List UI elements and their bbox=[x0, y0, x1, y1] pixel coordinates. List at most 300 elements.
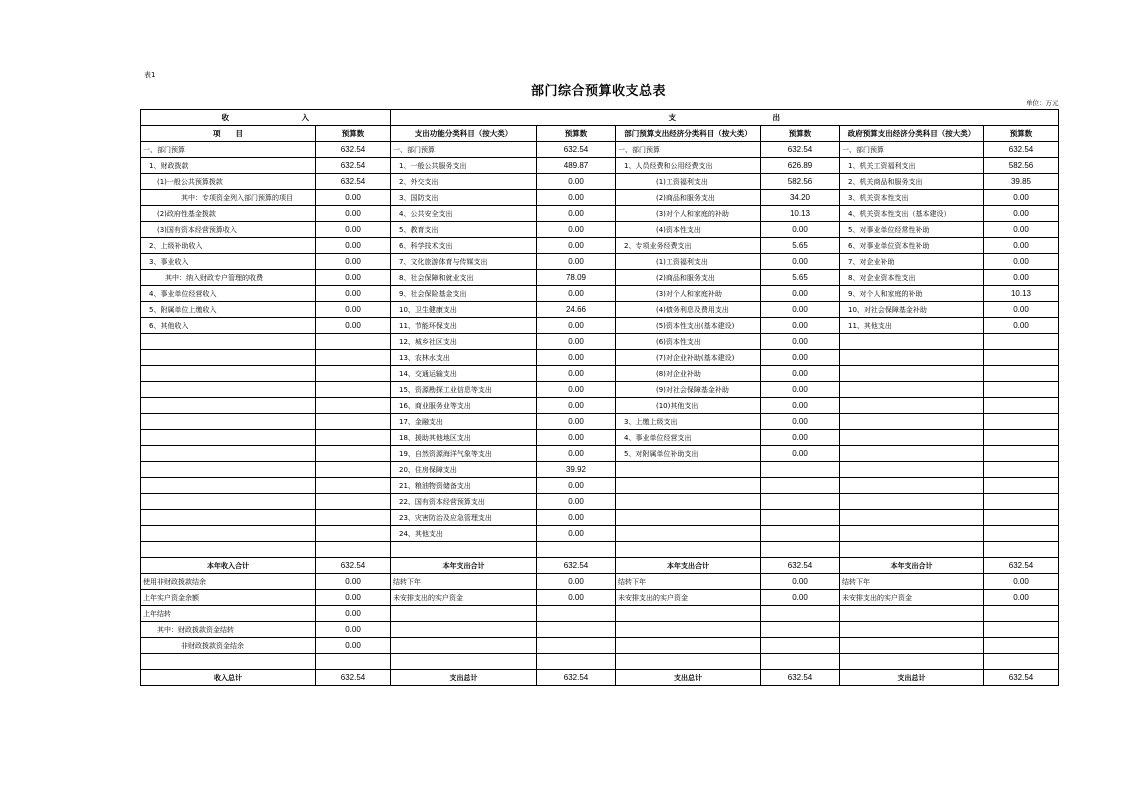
item-label-cell: (3)对个人和家庭的补助 bbox=[616, 206, 761, 222]
budget-amount-cell bbox=[984, 542, 1059, 558]
item-label-cell: 5、教育支出 bbox=[391, 222, 537, 238]
budget-amount-cell bbox=[761, 462, 840, 478]
item-label-cell bbox=[616, 654, 761, 670]
budget-amount-cell: 34.20 bbox=[761, 190, 840, 206]
item-label-cell bbox=[840, 510, 984, 526]
item-label-cell bbox=[840, 446, 984, 462]
budget-amount-cell: 0.00 bbox=[984, 238, 1059, 254]
budget-amount-cell: 582.56 bbox=[761, 174, 840, 190]
table-row bbox=[141, 174, 1059, 190]
budget-amount-cell bbox=[537, 542, 616, 558]
item-label-cell bbox=[840, 414, 984, 430]
budget-amount-cell: 0.00 bbox=[537, 526, 616, 542]
budget-amount-cell bbox=[984, 366, 1059, 382]
budget-amount-cell: 0.00 bbox=[761, 574, 840, 590]
item-label-cell bbox=[391, 542, 537, 558]
item-label-cell: 3、事业收入 bbox=[141, 254, 316, 270]
budget-amount-cell: 0.00 bbox=[537, 318, 616, 334]
budget-amount-cell: 0.00 bbox=[761, 334, 840, 350]
item-label-cell: 19、自然资源海洋气象等支出 bbox=[391, 446, 537, 462]
budget-amount-cell bbox=[984, 446, 1059, 462]
table-row bbox=[141, 494, 1059, 510]
budget-amount-cell: 632.54 bbox=[316, 670, 391, 686]
budget-amount-cell: 0.00 bbox=[316, 222, 391, 238]
budget-amount-cell: 0.00 bbox=[537, 366, 616, 382]
item-label-cell bbox=[141, 398, 316, 414]
item-label-cell: 22、国有资本经营预算支出 bbox=[391, 494, 537, 510]
table-row bbox=[141, 526, 1059, 542]
budget-amount-cell bbox=[537, 638, 616, 654]
item-label-cell: (2)商品和服务支出 bbox=[616, 270, 761, 286]
budget-amount-cell: 0.00 bbox=[761, 254, 840, 270]
budget-amount-cell: 78.09 bbox=[537, 270, 616, 286]
item-label-cell: 本年支出合计 bbox=[840, 558, 984, 574]
budget-amount-cell: 0.00 bbox=[316, 606, 391, 622]
budget-amount-cell: 0.00 bbox=[316, 590, 391, 606]
table-row bbox=[141, 350, 1059, 366]
budget-amount-cell: 0.00 bbox=[984, 270, 1059, 286]
item-label-cell: 5、对附属单位补助支出 bbox=[616, 446, 761, 462]
item-label-cell: 14、交通运输支出 bbox=[391, 366, 537, 382]
budget-amount-cell: 489.87 bbox=[537, 158, 616, 174]
item-label-cell bbox=[141, 382, 316, 398]
budget-amount-cell: 10.13 bbox=[761, 206, 840, 222]
item-label-cell bbox=[616, 526, 761, 542]
item-label-cell: 4、事业单位经营收入 bbox=[141, 286, 316, 302]
item-label-cell: (2)商品和服务支出 bbox=[616, 190, 761, 206]
item-label-cell: 一、部门预算 bbox=[616, 142, 761, 158]
table-row bbox=[141, 654, 1059, 670]
table-row bbox=[141, 222, 1059, 238]
item-label-cell: 7、文化旅游体育与传媒支出 bbox=[391, 254, 537, 270]
item-label-cell bbox=[840, 526, 984, 542]
item-label-cell: 8、社会保障和就业支出 bbox=[391, 270, 537, 286]
item-label-cell bbox=[840, 430, 984, 446]
item-label-cell: (3)对个人和家庭补助 bbox=[616, 286, 761, 302]
table-row bbox=[141, 542, 1059, 558]
item-label-cell: 6、对事业单位资本性补助 bbox=[840, 238, 984, 254]
item-label-cell bbox=[141, 510, 316, 526]
item-label-cell: 未安排支出的实户资金 bbox=[616, 590, 761, 606]
budget-amount-cell: 0.00 bbox=[984, 590, 1059, 606]
item-label-cell: (4)债务利息及费用支出 bbox=[616, 302, 761, 318]
item-label-cell: 8、对企业资本性支出 bbox=[840, 270, 984, 286]
item-label-cell: 6、科学技术支出 bbox=[391, 238, 537, 254]
item-label-cell: 7、对企业补助 bbox=[840, 254, 984, 270]
item-label-cell: (7)对企业补助(基本建设) bbox=[616, 350, 761, 366]
item-label-cell: 9、对个人和家庭的补助 bbox=[840, 286, 984, 302]
table-row bbox=[141, 638, 1059, 654]
budget-amount-cell bbox=[316, 510, 391, 526]
item-label-cell: 5、附属单位上缴收入 bbox=[141, 302, 316, 318]
budget-amount-cell: 632.54 bbox=[537, 142, 616, 158]
item-label-cell: 18、援助其他地区支出 bbox=[391, 430, 537, 446]
budget-amount-cell: 0.00 bbox=[761, 302, 840, 318]
item-label-cell bbox=[616, 606, 761, 622]
budget-amount-cell: 0.00 bbox=[761, 398, 840, 414]
item-label-cell bbox=[840, 542, 984, 558]
budget-amount-cell: 632.54 bbox=[984, 558, 1059, 574]
item-label-cell: 1、机关工资福利支出 bbox=[840, 158, 984, 174]
budget-amount-cell: 0.00 bbox=[761, 382, 840, 398]
item-label-cell: 2、专项业务经费支出 bbox=[616, 238, 761, 254]
page-title: 部门综合预算收支总表 bbox=[530, 84, 666, 99]
budget-amount-cell bbox=[984, 414, 1059, 430]
budget-amount-cell bbox=[537, 622, 616, 638]
item-label-cell: 24、其他支出 bbox=[391, 526, 537, 542]
item-label-cell bbox=[616, 478, 761, 494]
budget-amount-cell bbox=[761, 510, 840, 526]
item-label-cell bbox=[141, 446, 316, 462]
budget-amount-cell bbox=[316, 350, 391, 366]
item-label-cell: 2、上级补助收入 bbox=[141, 238, 316, 254]
budget-amount-cell: 0.00 bbox=[316, 302, 391, 318]
budget-amount-cell: 0.00 bbox=[761, 414, 840, 430]
budget-amount-cell: 5.65 bbox=[761, 270, 840, 286]
total-row bbox=[141, 558, 1059, 574]
budget-amount-cell: 632.54 bbox=[537, 670, 616, 686]
table-row bbox=[141, 286, 1059, 302]
budget-amount-cell: 0.00 bbox=[537, 494, 616, 510]
item-label-cell: (9)对社会保障基金补助 bbox=[616, 382, 761, 398]
item-label-cell: (4)资本性支出 bbox=[616, 222, 761, 238]
item-label-cell bbox=[141, 366, 316, 382]
budget-amount-cell: 0.00 bbox=[537, 206, 616, 222]
item-label-cell bbox=[840, 478, 984, 494]
table-row bbox=[141, 510, 1059, 526]
budget-amount-cell: 0.00 bbox=[537, 254, 616, 270]
budget-amount-cell: 0.00 bbox=[316, 190, 391, 206]
table-row bbox=[141, 270, 1059, 286]
expense-section-header: 支 出 bbox=[391, 110, 1059, 126]
budget-amount-cell: 0.00 bbox=[316, 206, 391, 222]
budget-amount-cell bbox=[984, 334, 1059, 350]
budget-amount-cell bbox=[984, 526, 1059, 542]
item-label-cell: 1、一般公共服务支出 bbox=[391, 158, 537, 174]
item-label-cell bbox=[391, 606, 537, 622]
item-label-cell: 未安排支出的实户资金 bbox=[840, 590, 984, 606]
column-header: 预算数 bbox=[984, 126, 1059, 142]
item-label-cell: 4、事业单位经营支出 bbox=[616, 430, 761, 446]
budget-amount-cell: 0.00 bbox=[984, 574, 1059, 590]
item-label-cell: 未安排支出的实户资金 bbox=[391, 590, 537, 606]
budget-amount-cell: 0.00 bbox=[316, 286, 391, 302]
item-label-cell: (3)国有资本经营预算收入 bbox=[141, 222, 316, 238]
item-label-cell bbox=[141, 350, 316, 366]
budget-amount-cell: 10.13 bbox=[984, 286, 1059, 302]
budget-amount-cell bbox=[984, 430, 1059, 446]
item-label-cell bbox=[840, 622, 984, 638]
item-label-cell bbox=[616, 462, 761, 478]
budget-amount-cell: 0.00 bbox=[537, 190, 616, 206]
budget-amount-cell: 0.00 bbox=[316, 254, 391, 270]
budget-amount-cell: 632.54 bbox=[537, 558, 616, 574]
column-header: 预算数 bbox=[761, 126, 840, 142]
item-label-cell: 16、商业服务业等支出 bbox=[391, 398, 537, 414]
budget-amount-cell: 632.54 bbox=[984, 142, 1059, 158]
budget-amount-cell: 0.00 bbox=[537, 286, 616, 302]
item-label-cell: (2)政府性基金拨款 bbox=[141, 206, 316, 222]
table-row bbox=[141, 238, 1059, 254]
item-label-cell: 10、卫生健康支出 bbox=[391, 302, 537, 318]
item-label-cell bbox=[391, 654, 537, 670]
item-label-cell: 使用非财政拨款结余 bbox=[141, 574, 316, 590]
income-section-header: 收 入 bbox=[141, 110, 391, 126]
item-label-cell: 10、对社会保障基金补助 bbox=[840, 302, 984, 318]
table-row bbox=[141, 622, 1059, 638]
item-label-cell: 21、粮油物资储备支出 bbox=[391, 478, 537, 494]
budget-amount-cell: 0.00 bbox=[984, 222, 1059, 238]
budget-amount-cell bbox=[316, 414, 391, 430]
item-label-cell bbox=[141, 494, 316, 510]
table-row bbox=[141, 414, 1059, 430]
table-row bbox=[141, 142, 1059, 158]
item-label-cell bbox=[141, 334, 316, 350]
item-label-cell: 结转下年 bbox=[616, 574, 761, 590]
column-header-row bbox=[141, 126, 1059, 142]
budget-amount-cell bbox=[316, 654, 391, 670]
item-label-cell bbox=[840, 366, 984, 382]
item-label-cell: 17、金融支出 bbox=[391, 414, 537, 430]
item-label-cell: 2、外交支出 bbox=[391, 174, 537, 190]
budget-amount-cell bbox=[984, 622, 1059, 638]
table-row bbox=[141, 206, 1059, 222]
budget-amount-cell bbox=[984, 398, 1059, 414]
table-row bbox=[141, 574, 1059, 590]
budget-amount-cell: 632.54 bbox=[316, 558, 391, 574]
budget-amount-cell: 0.00 bbox=[316, 574, 391, 590]
item-label-cell: 上年实户资金余额 bbox=[141, 590, 316, 606]
budget-amount-cell bbox=[984, 654, 1059, 670]
item-label-cell: (5)资本性支出(基本建设) bbox=[616, 318, 761, 334]
budget-amount-cell: 0.00 bbox=[761, 222, 840, 238]
section-header-row bbox=[141, 110, 1059, 126]
budget-amount-cell bbox=[761, 606, 840, 622]
item-label-cell: 一、部门预算 bbox=[391, 142, 537, 158]
table-row bbox=[141, 606, 1059, 622]
table-row bbox=[141, 302, 1059, 318]
item-label-cell bbox=[616, 494, 761, 510]
table-row bbox=[141, 190, 1059, 206]
budget-amount-cell: 632.54 bbox=[316, 158, 391, 174]
item-label-cell bbox=[616, 542, 761, 558]
item-label-cell: (6)资本性支出 bbox=[616, 334, 761, 350]
item-label-cell: 本年收入合计 bbox=[141, 558, 316, 574]
item-label-cell: 2、机关商品和服务支出 bbox=[840, 174, 984, 190]
budget-amount-cell: 0.00 bbox=[984, 318, 1059, 334]
item-label-cell: 1、财政拨款 bbox=[141, 158, 316, 174]
budget-amount-cell bbox=[761, 622, 840, 638]
budget-amount-cell bbox=[316, 542, 391, 558]
column-header: 项 目 bbox=[141, 126, 316, 142]
item-label-cell: 其中：专项资金列入部门预算的项目 bbox=[141, 190, 316, 206]
item-label-cell bbox=[840, 334, 984, 350]
item-label-cell: 支出总计 bbox=[391, 670, 537, 686]
item-label-cell: (8)对企业补助 bbox=[616, 366, 761, 382]
budget-amount-cell: 632.54 bbox=[316, 142, 391, 158]
item-label-cell bbox=[616, 510, 761, 526]
item-label-cell: 5、对事业单位经常性补助 bbox=[840, 222, 984, 238]
item-label-cell bbox=[840, 494, 984, 510]
budget-amount-cell bbox=[761, 654, 840, 670]
item-label-cell bbox=[840, 382, 984, 398]
budget-amount-cell bbox=[984, 510, 1059, 526]
budget-amount-cell bbox=[316, 526, 391, 542]
budget-amount-cell bbox=[316, 478, 391, 494]
budget-amount-cell bbox=[537, 654, 616, 670]
table-row bbox=[141, 254, 1059, 270]
item-label-cell: 本年支出合计 bbox=[391, 558, 537, 574]
budget-amount-cell: 0.00 bbox=[761, 318, 840, 334]
budget-amount-cell bbox=[984, 606, 1059, 622]
budget-amount-cell: 0.00 bbox=[761, 366, 840, 382]
item-label-cell: 4、机关资本性支出（基本建设） bbox=[840, 206, 984, 222]
item-label-cell: 13、农林水支出 bbox=[391, 350, 537, 366]
budget-amount-cell: 632.54 bbox=[316, 174, 391, 190]
budget-amount-cell: 0.00 bbox=[316, 270, 391, 286]
budget-amount-cell: 632.54 bbox=[984, 670, 1059, 686]
item-label-cell bbox=[840, 398, 984, 414]
budget-amount-cell: 0.00 bbox=[316, 238, 391, 254]
budget-amount-cell: 0.00 bbox=[316, 318, 391, 334]
item-label-cell bbox=[840, 654, 984, 670]
budget-amount-cell: 626.89 bbox=[761, 158, 840, 174]
budget-amount-cell: 0.00 bbox=[537, 574, 616, 590]
budget-amount-cell: 0.00 bbox=[984, 254, 1059, 270]
table-row bbox=[141, 398, 1059, 414]
budget-amount-cell: 39.85 bbox=[984, 174, 1059, 190]
total-row bbox=[141, 670, 1059, 686]
budget-amount-cell: 632.54 bbox=[761, 142, 840, 158]
budget-amount-cell: 0.00 bbox=[761, 590, 840, 606]
table-row bbox=[141, 334, 1059, 350]
item-label-cell bbox=[141, 542, 316, 558]
budget-amount-cell: 0.00 bbox=[537, 398, 616, 414]
item-label-cell bbox=[840, 462, 984, 478]
budget-table bbox=[140, 109, 1059, 686]
table-row bbox=[141, 590, 1059, 606]
item-label-cell bbox=[616, 638, 761, 654]
budget-amount-cell: 0.00 bbox=[537, 446, 616, 462]
budget-amount-cell: 632.54 bbox=[761, 670, 840, 686]
item-label-cell: 其中：纳入财政专户管理的收费 bbox=[141, 270, 316, 286]
budget-amount-cell: 0.00 bbox=[761, 350, 840, 366]
item-label-cell: 3、机关资本性支出 bbox=[840, 190, 984, 206]
item-label-cell: 一、部门预算 bbox=[840, 142, 984, 158]
item-label-cell bbox=[840, 606, 984, 622]
budget-amount-cell bbox=[984, 494, 1059, 510]
budget-amount-cell: 0.00 bbox=[537, 414, 616, 430]
item-label-cell bbox=[141, 478, 316, 494]
table-row bbox=[141, 366, 1059, 382]
item-label-cell: 其中：财政拨款资金结转 bbox=[141, 622, 316, 638]
budget-amount-cell bbox=[761, 478, 840, 494]
budget-amount-cell bbox=[984, 462, 1059, 478]
budget-amount-cell: 0.00 bbox=[316, 622, 391, 638]
table-row bbox=[141, 446, 1059, 462]
item-label-cell: 11、节能环保支出 bbox=[391, 318, 537, 334]
budget-amount-cell: 24.66 bbox=[537, 302, 616, 318]
item-label-cell: 收入总计 bbox=[141, 670, 316, 686]
budget-amount-cell bbox=[761, 542, 840, 558]
budget-amount-cell bbox=[316, 334, 391, 350]
item-label-cell: 上年结转 bbox=[141, 606, 316, 622]
item-label-cell bbox=[391, 638, 537, 654]
item-label-cell: 支出总计 bbox=[616, 670, 761, 686]
item-label-cell: 12、城乡社区支出 bbox=[391, 334, 537, 350]
item-label-cell: 4、公共安全支出 bbox=[391, 206, 537, 222]
item-label-cell bbox=[141, 430, 316, 446]
budget-amount-cell bbox=[761, 494, 840, 510]
item-label-cell: 结转下年 bbox=[840, 574, 984, 590]
item-label-cell: 3、上缴上级支出 bbox=[616, 414, 761, 430]
budget-amount-cell: 0.00 bbox=[537, 350, 616, 366]
budget-amount-cell bbox=[984, 382, 1059, 398]
table-row bbox=[141, 382, 1059, 398]
column-header: 部门预算支出经济分类科目（按大类） bbox=[616, 126, 761, 142]
item-label-cell: 1、人员经费和公用经费支出 bbox=[616, 158, 761, 174]
budget-amount-cell bbox=[537, 606, 616, 622]
item-label-cell bbox=[141, 462, 316, 478]
budget-amount-cell bbox=[316, 494, 391, 510]
table-row bbox=[141, 478, 1059, 494]
item-label-cell: (1)工资福利支出 bbox=[616, 174, 761, 190]
budget-amount-cell: 0.00 bbox=[761, 446, 840, 462]
budget-amount-cell: 0.00 bbox=[984, 190, 1059, 206]
budget-amount-cell bbox=[984, 350, 1059, 366]
column-header: 预算数 bbox=[537, 126, 616, 142]
item-label-cell: 非财政拨款资金结余 bbox=[141, 638, 316, 654]
budget-amount-cell: 0.00 bbox=[537, 238, 616, 254]
budget-amount-cell: 0.00 bbox=[761, 286, 840, 302]
budget-amount-cell: 0.00 bbox=[537, 382, 616, 398]
column-header: 预算数 bbox=[316, 126, 391, 142]
column-header: 政府预算支出经济分类科目（按大类） bbox=[840, 126, 984, 142]
item-label-cell: 一、部门预算 bbox=[141, 142, 316, 158]
item-label-cell bbox=[840, 350, 984, 366]
budget-amount-cell: 0.00 bbox=[537, 430, 616, 446]
item-label-cell: 20、住房保障支出 bbox=[391, 462, 537, 478]
item-label-cell bbox=[616, 622, 761, 638]
item-label-cell bbox=[141, 654, 316, 670]
item-label-cell: 15、资源勘探工业信息等支出 bbox=[391, 382, 537, 398]
budget-amount-cell: 0.00 bbox=[761, 430, 840, 446]
item-label-cell: 9、社会保险基金支出 bbox=[391, 286, 537, 302]
budget-amount-cell bbox=[984, 638, 1059, 654]
budget-amount-cell bbox=[761, 526, 840, 542]
table-row bbox=[141, 462, 1059, 478]
unit-label: 单位：万元 bbox=[1026, 99, 1059, 107]
budget-amount-cell: 582.56 bbox=[984, 158, 1059, 174]
item-label-cell bbox=[141, 414, 316, 430]
budget-amount-cell: 0.00 bbox=[984, 206, 1059, 222]
item-label-cell: 3、国防支出 bbox=[391, 190, 537, 206]
budget-amount-cell bbox=[316, 430, 391, 446]
item-label-cell: 结转下年 bbox=[391, 574, 537, 590]
item-label-cell: (1)工资福利支出 bbox=[616, 254, 761, 270]
item-label-cell: 11、其他支出 bbox=[840, 318, 984, 334]
budget-amount-cell bbox=[761, 638, 840, 654]
item-label-cell: 6、其他收入 bbox=[141, 318, 316, 334]
budget-amount-cell: 0.00 bbox=[537, 174, 616, 190]
budget-amount-cell bbox=[984, 478, 1059, 494]
budget-amount-cell: 0.00 bbox=[537, 222, 616, 238]
item-label-cell bbox=[141, 526, 316, 542]
table-number: 表1 bbox=[144, 71, 156, 79]
table-row bbox=[141, 318, 1059, 334]
column-header: 支出功能分类科目（按大类） bbox=[391, 126, 537, 142]
budget-amount-cell: 5.65 bbox=[761, 238, 840, 254]
